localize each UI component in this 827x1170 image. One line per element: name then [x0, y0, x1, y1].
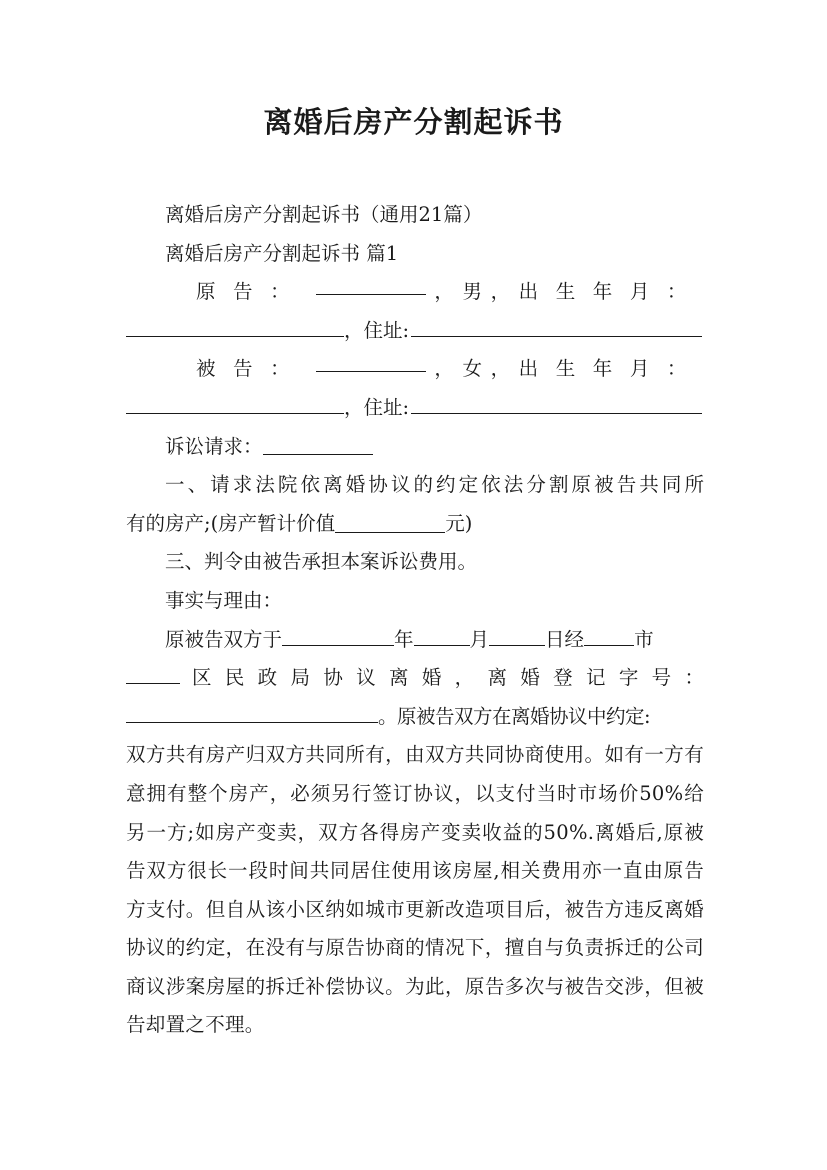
defendant-birth-blank [126, 393, 344, 414]
document-title: 离婚后房产分割起诉书 [263, 105, 564, 139]
plaintiff-address-label: ，住址: [344, 318, 410, 342]
city-blank [584, 624, 634, 645]
plaintiff-line: 原告： ， 男 ， 出生年月： [126, 273, 704, 312]
claims-label: 诉讼请求： [165, 434, 263, 458]
plaintiff-gender: 男 [462, 280, 482, 304]
plaintiff-address-line [126, 312, 704, 351]
facts-line3: 。原被告双方在离婚协议中约定: [126, 698, 704, 737]
year-blank [282, 624, 394, 645]
document-body [126, 196, 704, 1045]
section-heading: 离婚后房产分割起诉书 篇1 [165, 241, 399, 265]
claim1-line1: 一、请求法院依离婚协议的约定依法分割原被告共同所 [165, 473, 704, 497]
defendant-birth-label: 出生年月： [518, 357, 704, 381]
month-blank [414, 624, 470, 645]
plaintiff-birth-blank [126, 315, 344, 336]
district-blank [126, 663, 180, 684]
facts-line1: 原被告双方于 年 月 日经 市 [126, 621, 704, 660]
defendant-address-line [126, 389, 704, 428]
defendant-name-blank [316, 350, 426, 371]
plaintiff-name-blank [316, 273, 426, 294]
claims-blank [263, 434, 373, 455]
defendant-line: 被告： ， 女 ， 出生年月： [126, 350, 704, 389]
plaintiff-label: 原告： [196, 280, 308, 304]
claims-line [126, 428, 704, 467]
registration-number-blank [126, 701, 378, 722]
property-value-blank [335, 511, 445, 532]
defendant-address-label: ，住址: [344, 395, 410, 419]
facts-label: 事实与理由： [165, 588, 283, 612]
facts-line2: 区民政局协议离婚，离婚登记字号： [126, 659, 704, 698]
defendant-label: 被告： [196, 357, 308, 381]
claim3: 三、判令由被告承担本案诉讼费用。 [165, 550, 478, 574]
defendant-gender: 女 [462, 357, 482, 381]
day-blank [489, 624, 545, 645]
plaintiff-birth-label: 出生年月： [518, 280, 704, 304]
plaintiff-address-blank [411, 316, 702, 337]
subtitle: 离婚后房产分割起诉书（通用21篇） [165, 203, 483, 226]
claim1-line2: 有的房产;(房产暂计价值 元) [126, 511, 473, 535]
defendant-address-blank [411, 393, 702, 414]
facts-paragraph: 双方共有房产归双方共同所有，由双方共同协商使用。如有一方有意拥有整个房产，必须另行签订协议，以支付当时市场价50%给另一方;如房产变卖，双方各得房产变卖收益的50%.离婚后,原被告双方很长一段时间共同居住使用该房屋,相关费用亦一直由原告方支付。但自从该小区纳如城市更新改造项目后，被告方违反离婚协议的约定，在没有与原告协商的情况下，擅自与负责拆迁的公司商议涉案房屋的拆迁补偿协议。为此，原告多次与被告交涉，但被告却置之不理。 [126, 743, 704, 1037]
